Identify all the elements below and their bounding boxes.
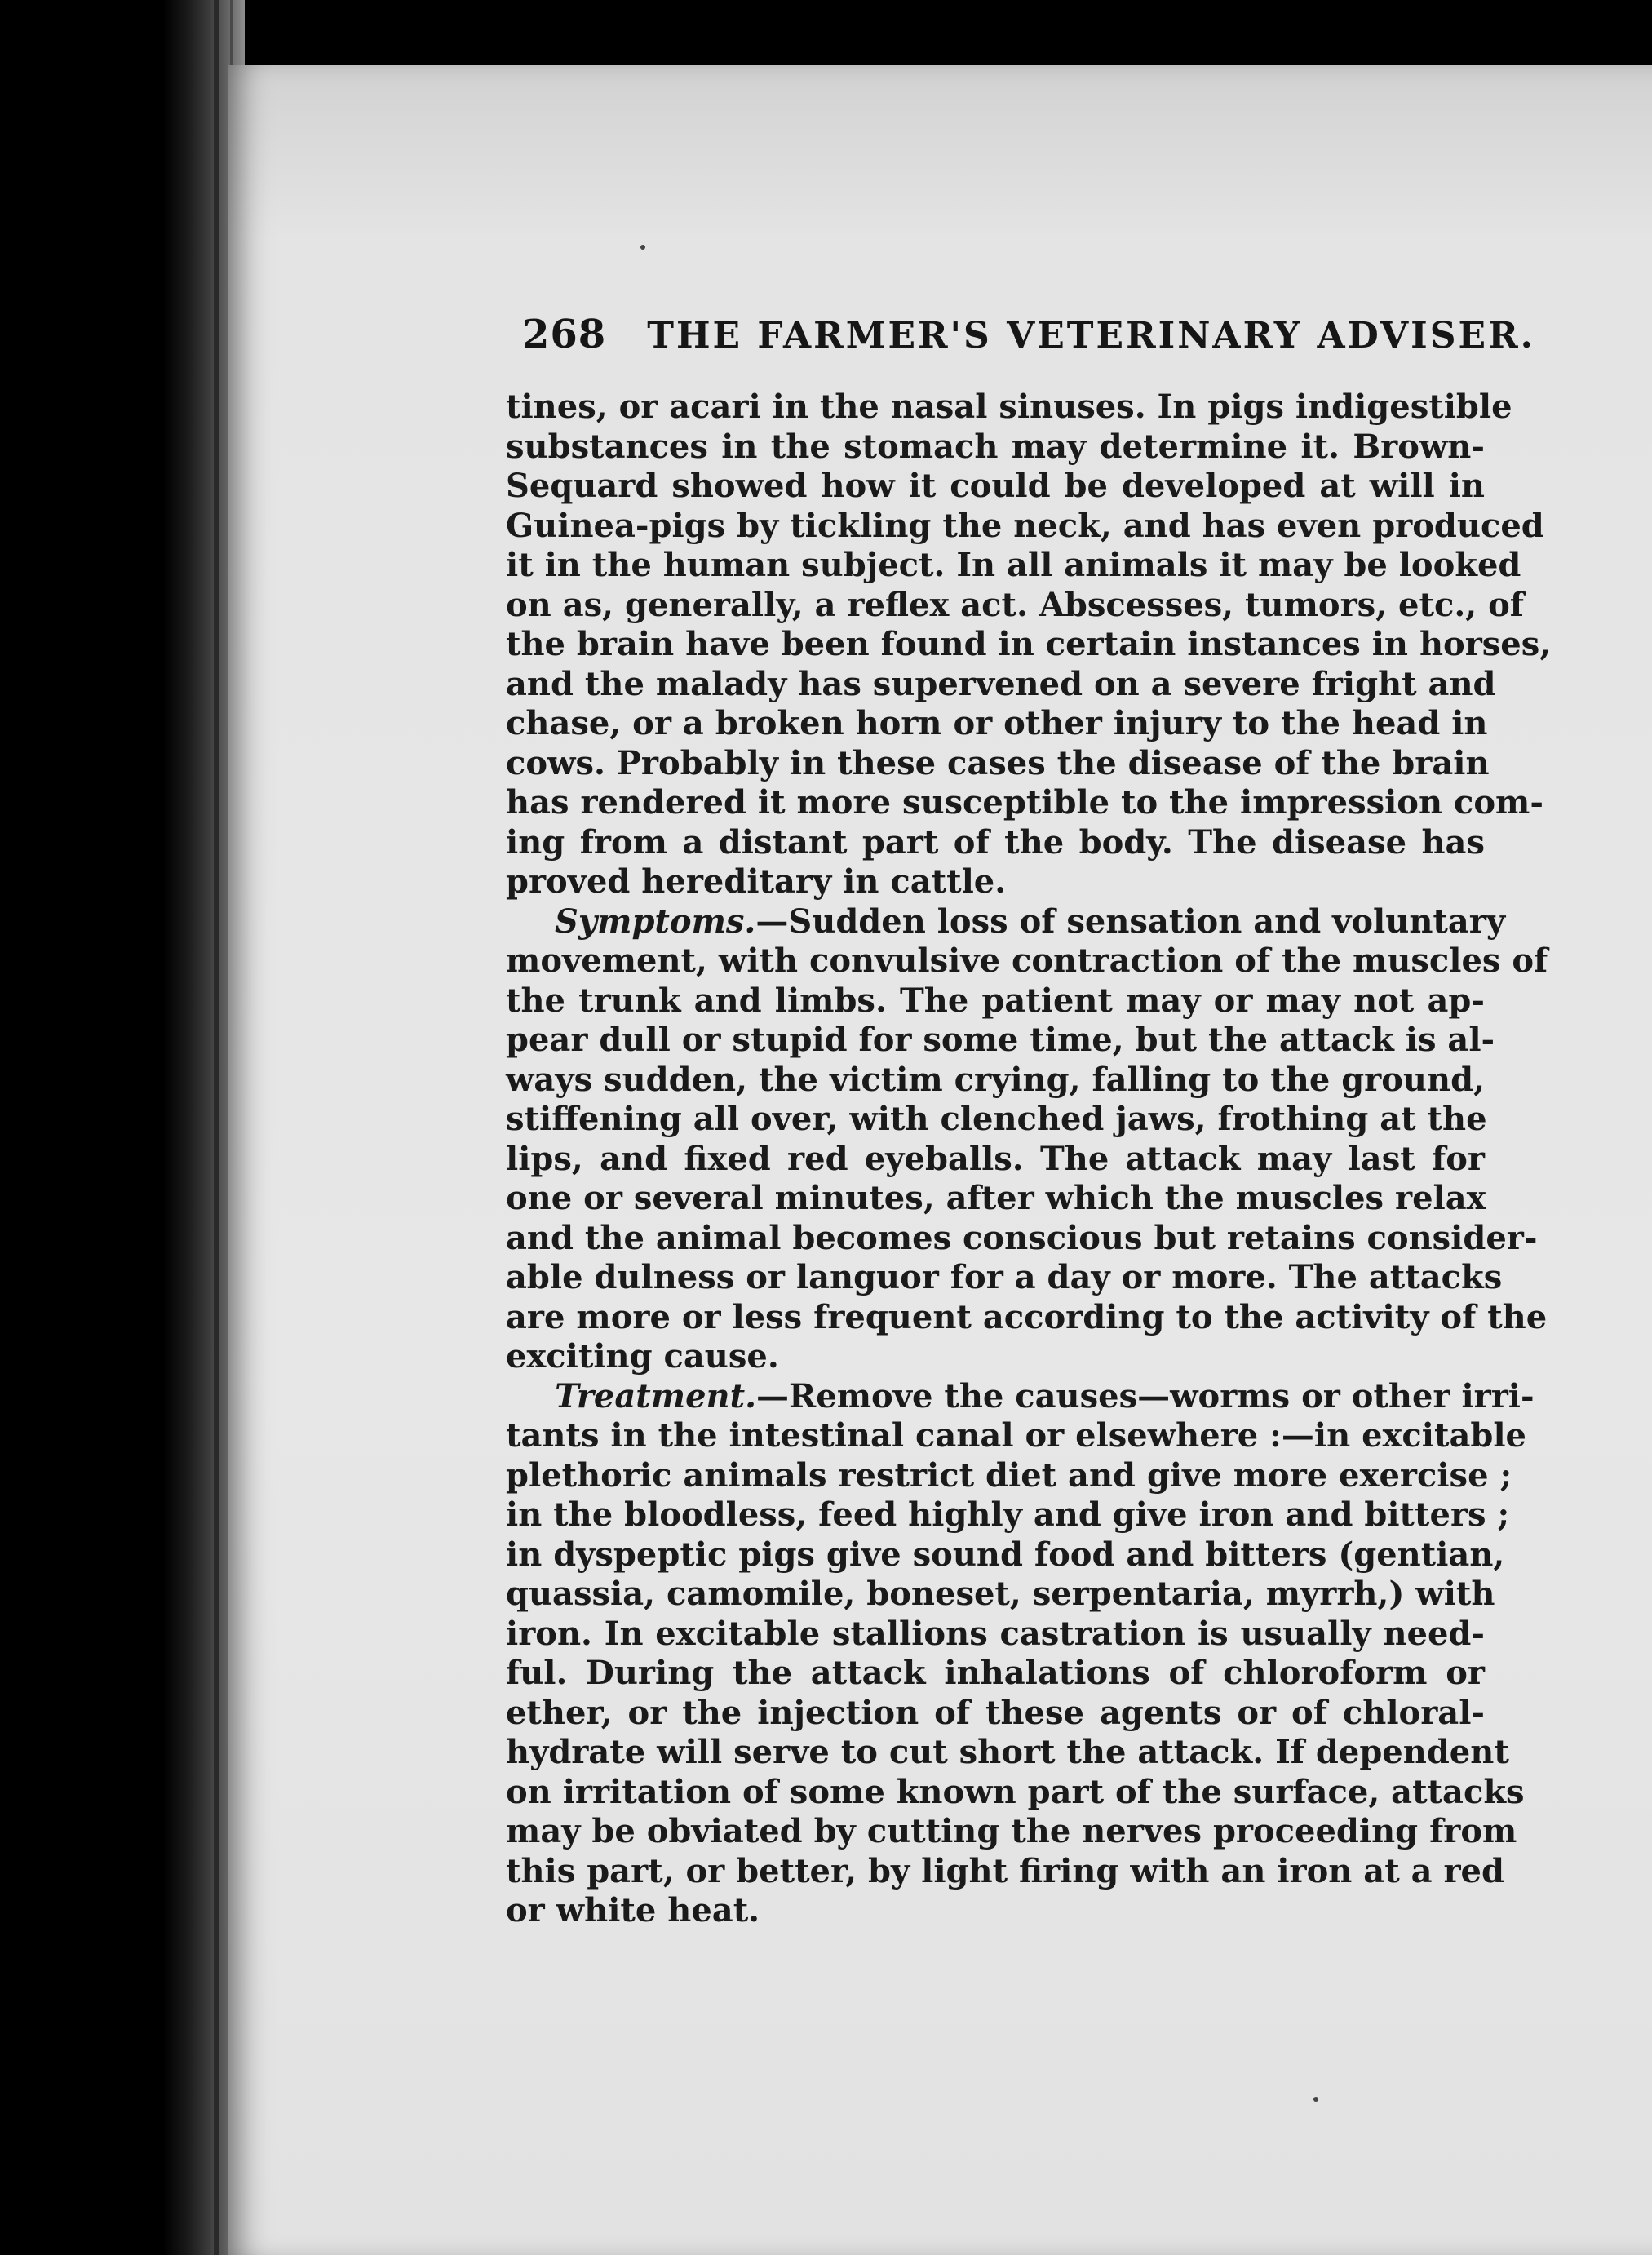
text-line: Sequard showed how it could be developed at will in <box>506 467 1485 505</box>
text-line: substances in the stomach may determine it. Brown- <box>506 427 1485 466</box>
text-line: chase, or a broken horn or other injury to the head in <box>506 704 1488 742</box>
treatment-first-line: —Remove the causes—worms or other irri- <box>756 1376 1535 1415</box>
text-line: in the bloodless, feed highly and give iron and bitters ; <box>506 1495 1510 1534</box>
text-line: hydrate will serve to cut short the attack. If dependent <box>506 1733 1509 1771</box>
text-line: may be obviated by cutting the nerves proceeding from <box>506 1812 1517 1850</box>
text-line: on as, generally, a reflex act. Abscesses, tumors, etc., of <box>506 585 1524 624</box>
page-speck <box>640 245 645 250</box>
paragraph-cause <box>506 388 1552 902</box>
text-line: this part, or better, by light firing with an iron at a red <box>506 1851 1504 1890</box>
text-line: are more or less frequent according to the activity of the <box>506 1297 1548 1336</box>
text-line: tants in the intestinal canal or elsewhere :—in excitable <box>506 1416 1526 1455</box>
text-line: and the malady has supervened on a severe fright and <box>506 664 1496 703</box>
page-speck <box>1313 2097 1318 2102</box>
text-line: exciting cause. <box>506 1337 779 1376</box>
text-line: tines, or acari in the nasal sinuses. In pigs indigestible <box>506 388 1512 426</box>
text-line: iron. In excitable stallions castration is usually need- <box>506 1614 1485 1653</box>
book-spine-shadow <box>0 0 245 2255</box>
text-line <box>506 902 1506 942</box>
page-body-text <box>506 388 1552 1931</box>
text-line <box>506 1376 1535 1417</box>
text-line: has rendered it more susceptible to the impression com- <box>506 783 1543 822</box>
text-line: lips, and fixed red eyeballs. The attack may last for <box>506 1139 1485 1178</box>
text-line: the brain have been found in certain instances in horses, <box>506 625 1552 663</box>
text-line: quassia, camomile, boneset, serpentaria, myrrh,) with <box>506 1575 1495 1613</box>
text-line: or white heat. <box>506 1891 760 1929</box>
paragraph-symptoms <box>506 902 1548 1377</box>
text-line: on irritation of some known part of the surface, attacks <box>506 1772 1525 1811</box>
text-line: Guinea-pigs by tickling the neck, and has even produced <box>506 506 1544 545</box>
text-line: in dyspeptic pigs give sound food and bitters (gentian, <box>506 1535 1505 1574</box>
text-line: ether, or the injection of these agents or of chloral- <box>506 1693 1485 1732</box>
running-header <box>522 312 1535 357</box>
text-line: ways sudden, the victim crying, falling to the ground, <box>506 1060 1485 1099</box>
text-line: stiffening all over, with clenched jaws, frothing at the <box>506 1100 1487 1138</box>
text-line: movement, with convulsive contraction of the muscles of <box>506 941 1548 980</box>
text-line: proved hereditary in cattle. <box>506 862 1007 901</box>
running-title: THE FARMER'S VETERINARY ADVISER. <box>647 315 1535 357</box>
page-number: 268 <box>522 312 607 357</box>
text-line: it in the human subject. In all animals it may be looked <box>506 546 1521 584</box>
treatment-heading: Treatment. <box>555 1376 757 1415</box>
text-line: pear dull or stupid for some time, but the attack is al- <box>506 1021 1495 1059</box>
text-line: able dulness or languor for a day or more. The attacks <box>506 1258 1503 1296</box>
symptoms-first-line: —Sudden loss of sensation and voluntary <box>755 902 1506 941</box>
spine-edge-line <box>214 0 219 2255</box>
text-line: and the animal becomes conscious but retains consider- <box>506 1218 1538 1257</box>
text-line: plethoric animals restrict diet and give more exercise ; <box>506 1455 1512 1495</box>
symptoms-heading: Symptoms. <box>555 902 756 941</box>
text-line: ful. During the attack inhalations of chloroform or <box>506 1654 1485 1692</box>
text-line: cows. Probably in these cases the disease of the brain <box>506 743 1490 782</box>
text-line: ing from a distant part of the body. The disease has <box>506 822 1485 862</box>
text-line: the trunk and limbs. The patient may or may not ap- <box>506 981 1485 1020</box>
paragraph-treatment <box>506 1376 1535 1931</box>
text-line: one or several minutes, after which the muscles relax <box>506 1179 1486 1217</box>
